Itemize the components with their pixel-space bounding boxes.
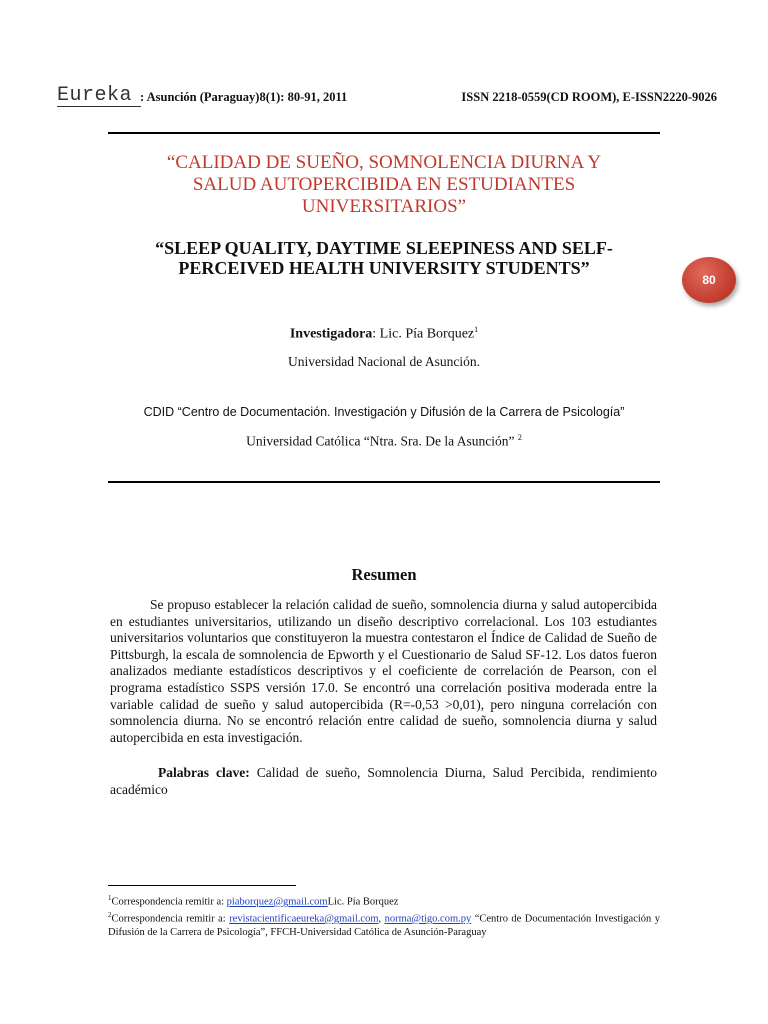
footnote-1-email-link[interactable]: piaborquez@gmail.com bbox=[226, 896, 328, 908]
keywords-label: Palabras clave: bbox=[158, 765, 250, 780]
page-number-badge: 80 bbox=[682, 257, 736, 303]
title-english-line: “SLEEP QUALITY, DAYTIME SLEEPINESS AND SELF- bbox=[155, 238, 613, 258]
title-english bbox=[108, 238, 660, 278]
author-note-mark: 1 bbox=[474, 325, 479, 334]
author-affiliation: Universidad Nacional de Asunción. bbox=[288, 354, 480, 369]
journal-header bbox=[57, 84, 729, 110]
citation-text: : Asunción (Paraguay)8(1): 80-91, 2011 bbox=[140, 90, 348, 104]
abstract-heading: Resumen bbox=[351, 565, 417, 584]
author-label: Investigadora bbox=[289, 326, 373, 342]
top-divider bbox=[108, 132, 660, 134]
footnote-2 bbox=[108, 909, 660, 939]
second-affiliation bbox=[108, 433, 660, 450]
title-english-line: PERCEIVED HEALTH UNIVERSITY STUDENTS” bbox=[178, 258, 590, 278]
abstract-paragraph: Se propuso establecer la relación calidad de sueño, somnolencia diurna y salud autopercibida en estudiantes universitarios, utilizando un diseño descriptivo correlacional. Los 103 estudiantes universitarios voluntarios que constituyeron la muestra contestaron el Índice de Calidad de Sueño de Pittsburgh, la escala de somnolencia de Epworth y el Cuestionario de Salud SF-12. Los datos fueron analizados mediante estadísticos descriptivos y el coeficiente de correlación de Pearson, con el programa estadístico SSPS versión 17.0. Se encontró una correlación positiva moderada entre la variable calidad de sueño y salud autopercibida (R=-0,53 >0,01), pero ninguna correlación con somnolencia diurna. No se encontró relación entre calidad de sueño, somnolencia diurna y salud autopercibida en esta investigación. bbox=[110, 597, 657, 745]
footnote-1 bbox=[108, 891, 660, 910]
title-spanish-line: “CALIDAD DE SUEÑO, SOMNOLENCIA DIURNA Y bbox=[166, 152, 602, 173]
footnote-1-suffix: Lic. Pía Borquez bbox=[327, 896, 399, 908]
footnote-2-prefix: Correspondencia remitir a: bbox=[111, 913, 230, 925]
footnote-divider bbox=[108, 885, 296, 886]
keywords-line bbox=[110, 765, 657, 798]
footnote-1-mark: 1 bbox=[108, 894, 112, 902]
footnote-1-prefix: Correspondencia remitir a: bbox=[111, 896, 227, 908]
footnote-2-email-link[interactable]: revistacientificaeureka@gmail.com bbox=[229, 913, 379, 925]
second-affiliation-note-mark: 2 bbox=[517, 433, 522, 442]
title-spanish bbox=[108, 152, 660, 218]
keywords-text: Calidad de sueño, Somnolencia Diurna, Salud Percibida, rendimiento académico bbox=[110, 765, 657, 797]
bottom-divider bbox=[108, 481, 660, 483]
title-spanish-line: UNIVERSITARIOS” bbox=[301, 196, 467, 217]
cdid-affiliation: CDID “Centro de Documentación. Investigación y Difusión de la Carrera de Psicología” bbox=[143, 405, 625, 419]
logo-underline bbox=[57, 106, 141, 107]
title-spanish-line: SALUD AUTOPERCIBIDA EN ESTUDIANTES bbox=[192, 174, 576, 195]
footnote-2-suffix: “Centro de Documentación Investigación y Difusión de la Carrera de Psicología”, FFCH-Universidad Católica de Asunción-Paraguay bbox=[108, 913, 660, 938]
footnote-2-mark: 2 bbox=[108, 911, 112, 919]
abstract-body bbox=[110, 597, 657, 746]
author-line bbox=[108, 325, 660, 343]
second-affiliation-text: Universidad Católica “Ntra. Sra. De la Asunción” bbox=[246, 433, 518, 449]
journal-logo: Eureka bbox=[57, 84, 133, 107]
footnote-2-email-link-2[interactable]: norma@tigo.com.py bbox=[384, 913, 472, 925]
author-name: : Lic. Pía Borquez bbox=[372, 326, 475, 342]
issn-text: ISSN 2218-0559(CD ROOM), E-ISSN2220-9026 bbox=[461, 90, 717, 104]
footnote-2-separator: , bbox=[378, 913, 385, 925]
